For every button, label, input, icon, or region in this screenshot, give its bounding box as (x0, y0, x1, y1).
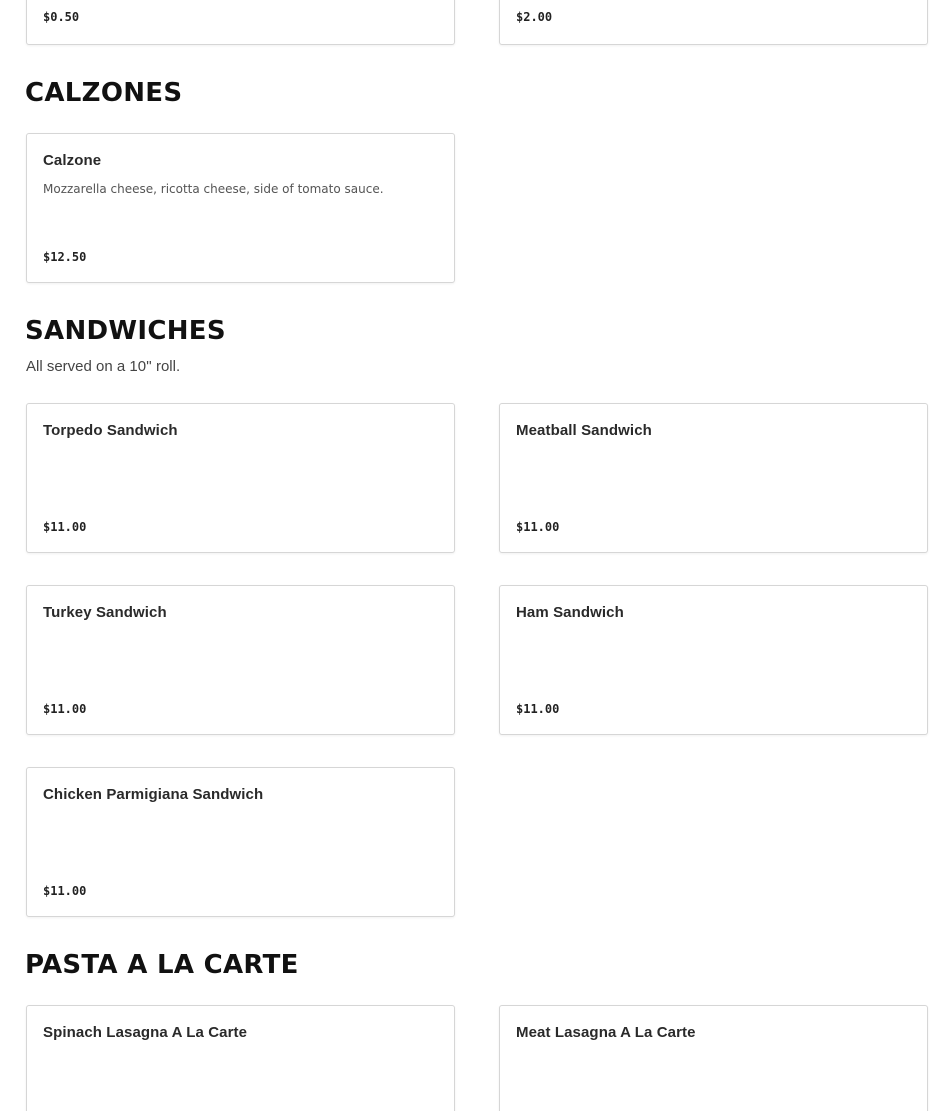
menu-item-card[interactable] (499, 1005, 928, 1111)
section-subtitle: All served on a 10'' roll. (26, 358, 181, 375)
item-price: $11.00 (43, 520, 87, 534)
item-name: Turkey Sandwich (43, 604, 167, 621)
menu-item-card[interactable] (26, 1005, 455, 1111)
menu-item-card[interactable] (26, 0, 455, 45)
section-title-calzones: CALZONES (25, 78, 183, 108)
item-name: Calzone (43, 152, 102, 169)
item-price: $0.50 (43, 10, 80, 24)
item-price: $2.00 (516, 10, 553, 24)
menu-item-card[interactable] (26, 133, 455, 283)
menu-item-card[interactable] (499, 585, 928, 735)
item-name: Meat Lasagna A La Carte (516, 1024, 696, 1041)
item-name: Meatball Sandwich (516, 422, 652, 439)
menu-item-card[interactable] (499, 403, 928, 553)
item-name: Torpedo Sandwich (43, 422, 178, 439)
item-price: $11.00 (43, 884, 87, 898)
item-price: $11.00 (43, 702, 87, 716)
menu-item-card[interactable] (26, 403, 455, 553)
menu-item-card[interactable] (499, 0, 928, 45)
section-title-sandwiches: SANDWICHES (25, 316, 226, 346)
section-title-pasta: PASTA A LA CARTE (25, 950, 299, 980)
menu-item-card[interactable] (26, 585, 455, 735)
item-price: $11.00 (516, 520, 560, 534)
item-description: Mozzarella cheese, ricotta cheese, side of tomato sauce. (43, 182, 384, 196)
item-name: Ham Sandwich (516, 604, 624, 621)
item-name: Chicken Parmigiana Sandwich (43, 786, 264, 803)
menu-item-card[interactable] (26, 767, 455, 917)
item-price: $12.50 (43, 250, 87, 264)
item-name: Spinach Lasagna A La Carte (43, 1024, 248, 1041)
item-price: $11.00 (516, 702, 560, 716)
